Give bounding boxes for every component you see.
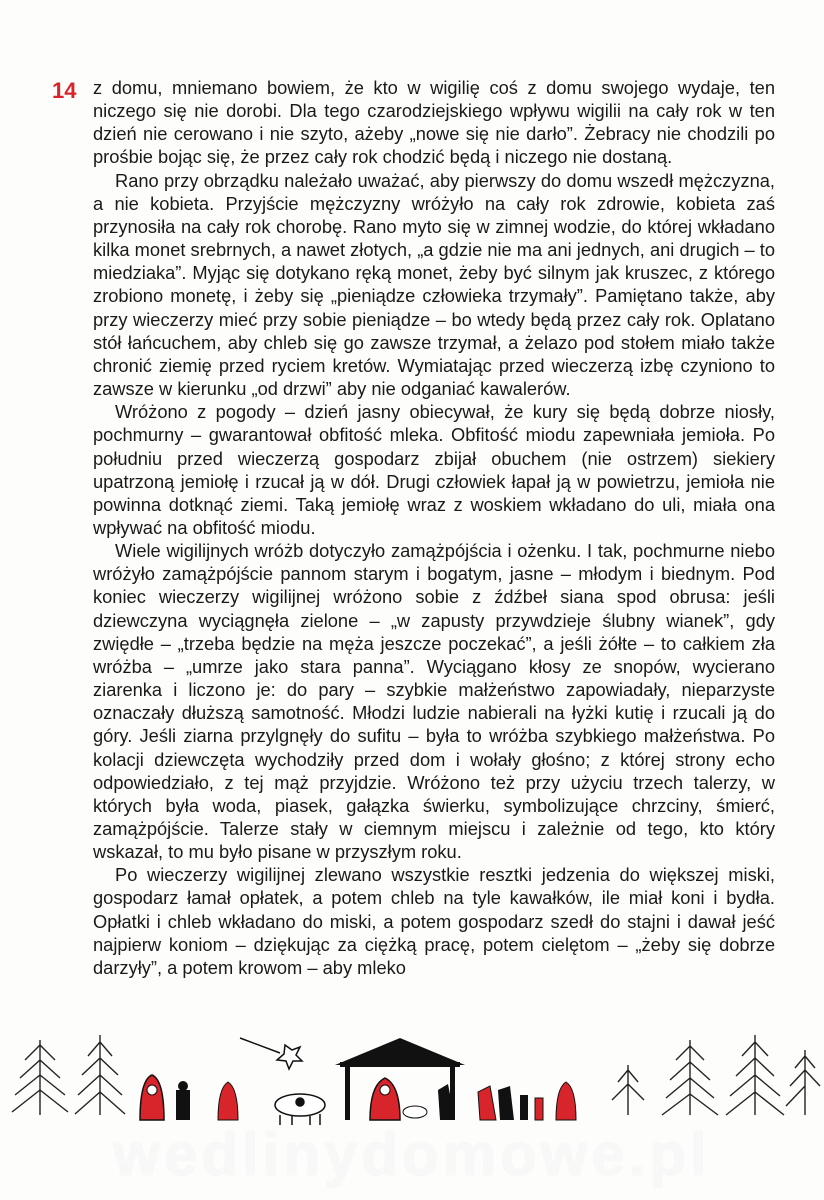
star-icon — [277, 1045, 302, 1069]
page-number: 14 — [52, 78, 77, 103]
watermark: wedlinydomowe.pl — [113, 1121, 711, 1188]
paragraph: Wiele wigilijnych wróżb dotyczyło zamążpójścia i ożenku. I tak, pochmurne niebo wróżyło zamążpójście pannom starym i bogatym, jasne – młodym i biednym. Pod koniec wieczerzy wigilijnej wróżono sobie z źdźbeł siana spod obrusa: jeśli dziewczyna wyciągnęła zielone – „w zapusty przywdzieje ślubny wianek”, gdy zwiędłe – „trzeba będzie na męża jeszcze poczekać”, a jeśli żółte – to całkiem zła wróżba – „umrze jako stara panna”. Wyciągano kłosy ze snopów, wycierano ziarenka i liczono je: do pary – szybkie małżeństwo zapowiadały, nieparzyste oznaczały dłuższą samotność. Młodzi ludzie nabierali na łyżki kutię i rzucali ją do góry. Jeśli ziarna przylgnęły do sufitu – była to wróżba szybkiego małżeństwa. Po kolacji dziewczęta wychodziły przed dom i wołały głośno; z której strony echo odpowiedziało, z tej mąż przyjdzie. Wróżono też przy użyciu trzech talerzy, w których była woda, piasek, gałązka świerku, symbolizujące chrzciny, śmierć, zamążpójście. Talerze stały w ciemnym miejscu i zależnie od tego, kto który wskazał, to mu było pisane w przyszłym roku. — [93, 540, 775, 863]
paragraph: Wróżono z pogody – dzień jasny obiecywał, że kury się będą dobrze niosły, pochmurny – gwarantował obfitość mleka. Obfitość miodu zapewniała jemioła. Po południu przed wieczerzą gospodarz zbijał obuchem (nie ostrzem) siekiery upatrzoną jemiołę i rzucał ją w dół. Drugi człowiek łapał ją w powietrzu, jemioła nie powinna dotknąć ziemi. Taką jemiołę wraz z woskiem wkładano do uli, miała ona wpływać na obfitość miodu. — [93, 401, 775, 538]
figures-icon — [140, 1075, 576, 1120]
nativity-scene-icon — [0, 1020, 824, 1130]
paragraph: Po wieczerzy wigilijnej zlewano wszystkie resztki jedzenia do większej miski, gospodarz łamał opłatek, a potem chleb na tyle kawałków, ile miał koni i bydła. Opłatki i chleb wkładano do miski, a potem gospodarz szedł do stajni i dawał jeść najpierw koniom – dziękując za ciężką pracę, potem cielętom – „żeby się dobrze darzyły”, a potem krowom – aby mleko — [93, 864, 775, 978]
paragraph: z domu, mniemano bowiem, że kto w wigilię coś z domu swojego wydaje, ten niczego się nie dorobi. Dla tego czarodziejskiego wpływu wigilii na cały rok w ten dzień nie cerowano i nie szyto, ażeby „nowe się nie darło”. Żebracy nie chodzili po prośbie bojąc się, że przez cały rok chodzić będą i niczego nie dostaną. — [93, 77, 775, 168]
paragraph: Rano przy obrządku należało uważać, aby pierwszy do domu wszedł mężczyzna, a nie kobieta. Przyjście mężczyzny wróżyło na cały rok zdrowie, kobieta zaś przynosiła na cały rok chorobę. Rano myto się w zimnej wodzie, do której wkładano kilka monet srebrnych, a nawet złotych, „a gdzie nie ma ani jednych, ani drugich – to miedziaka”. Myjąc się dotykano ręką monet, żeby być silnym jak kruszec, z którego zrobiono monetę, i żeby się „pieniądze człowieka trzymały”. Pamiętano także, aby przy wieczerzy mieć przy sobie pieniądze – bo wtedy będą przez cały rok. Oplatano stół łańcuchem, aby chleb się go zawsze trzymał, a żelazo pod stołem miało także chronić ziemię przed ryciem kretów. Wymiatając przed wieczerzą izbę czyniono to zawsze w kierunku „od drzwi” aby nie odganiać kawalerów. — [93, 169, 775, 400]
body-text — [93, 76, 775, 979]
